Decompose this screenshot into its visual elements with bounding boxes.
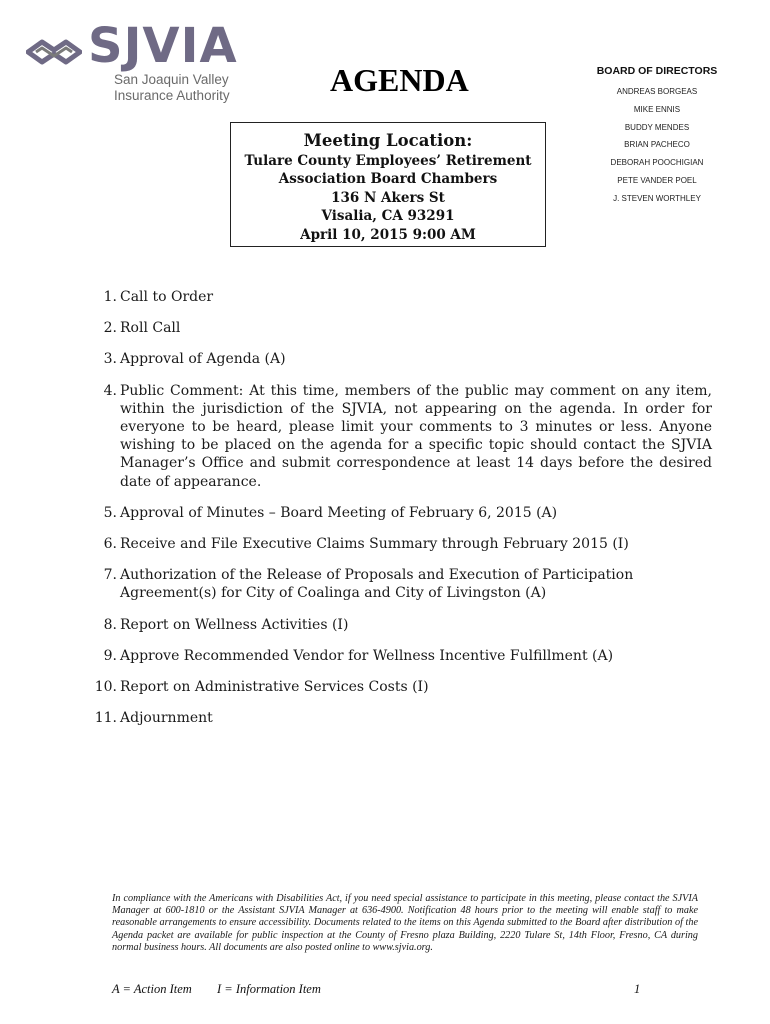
agenda-item — [86, 616, 712, 634]
logo-subtitle-line2: Insurance Authority — [114, 88, 230, 103]
agenda-item-number: 11. — [94, 710, 117, 727]
page-title: AGENDA — [330, 62, 469, 98]
agenda-item-text: Public Comment: At this time, members of the public may comment on any item, within the jurisdiction of the SJVIA, not appearing on the agenda. In order for everyone to be heard, please limit your comments to 3 minutes or less. Anyone wishing to be placed on the agenda for a specific topic should contact the SJVIA Manager’s Office and submit correspondence at least 14 days before the desired date of appearance. — [120, 382, 712, 490]
agenda-item — [86, 350, 712, 368]
agenda-item-text: Authorization of the Release of Proposals and Execution of Participation Agreement(s) for City of Coalinga and City of Livingston (A) — [120, 567, 634, 602]
ada-compliance-notice: In compliance with the Americans with Disabilities Act, if you need special assistance to participate in this meeting, please contact the SJVIA Manager at 600-1810 or the Assistant SJVIA Manager at 636-4900. Notification 48 hours prior to the meeting will enable staff to make reasonable arrangements to ensure accessibility. Documents related to the items on this Agenda submitted to the Board after distribution of the Agenda packet are available for public inspection at the County of Fresno plaza Building, 2220 Tulare St, 14th Floor, Fresno, CA during normal business hours. All documents are also posted online to www.sjvia.org. — [112, 893, 698, 953]
board-member: J. STEVEN WORTHLEY — [613, 193, 701, 203]
wave-logo-icon — [26, 32, 82, 72]
agenda-item-number: 2. — [103, 320, 117, 337]
agenda-item — [86, 678, 712, 696]
meeting-venue-line2: Association Board Chambers — [278, 171, 498, 188]
agenda-item — [86, 382, 712, 491]
board-member-list — [590, 83, 724, 208]
logo-wordmark: SJVIA — [88, 18, 238, 74]
agenda-item — [86, 647, 712, 665]
agenda-item-number: 6. — [103, 536, 117, 553]
board-member: PETE VANDER POEL — [617, 175, 697, 185]
board-member: MIKE ENNIS — [633, 104, 681, 114]
meeting-street-address: 136 N Akers St — [331, 189, 445, 206]
agenda-item-number: 8. — [103, 616, 117, 633]
agenda-item-text: Approval of Minutes – Board Meeting of February 6, 2015 (A) — [120, 504, 558, 521]
board-member: DEBORAH POOCHIGIAN — [610, 158, 704, 168]
page-number: 1 — [634, 982, 641, 996]
board-member: BUDDY MENDES — [624, 122, 690, 132]
agenda-item-text: Approve Recommended Vendor for Wellness Incentive Fulfillment (A) — [120, 647, 614, 664]
agenda-item-text: Report on Wellness Activities (I) — [120, 616, 349, 633]
agenda-item — [86, 288, 712, 306]
agenda-item-number: 9. — [103, 647, 117, 664]
board-member: BRIAN PACHECO — [624, 140, 690, 150]
information-item-legend: I = Information Item — [216, 982, 321, 996]
agenda-item-text: Roll Call — [120, 320, 181, 337]
agenda-item — [86, 566, 712, 602]
meeting-city-state-zip: Visalia, CA 93291 — [321, 208, 455, 225]
logo-subtitle-line1: San Joaquin Valley — [114, 72, 229, 87]
agenda-item-list — [86, 288, 712, 740]
item-type-legend — [112, 982, 321, 997]
agenda-item-text: Approval of Agenda (A) — [120, 351, 286, 368]
agenda-item — [86, 319, 712, 337]
agenda-item-number: 4. — [103, 382, 117, 399]
agenda-item-number: 5. — [103, 504, 117, 521]
meeting-venue-line1: Tulare County Employees’ Retirement — [244, 153, 532, 169]
agenda-item-number: 10. — [94, 679, 117, 696]
agenda-item — [86, 535, 712, 553]
agenda-item-text: Call to Order — [120, 289, 214, 305]
meeting-location-heading: Meeting Location: — [303, 131, 473, 150]
logo-subtitle — [114, 72, 230, 104]
agenda-item — [86, 504, 712, 522]
organization-logo — [26, 18, 276, 108]
agenda-item — [86, 709, 712, 727]
agenda-item-text: Receive and File Executive Claims Summary through February 2015 (I) — [120, 536, 629, 553]
action-item-legend: A = Action Item — [112, 982, 192, 996]
agenda-item-text: Adjournment — [120, 710, 213, 727]
board-heading: BOARD OF DIRECTORS — [596, 65, 718, 77]
meeting-location-box — [230, 122, 546, 247]
agenda-item-number: 7. — [103, 567, 117, 584]
board-member: ANDREAS BORGEAS — [616, 87, 698, 96]
meeting-date-time: April 10, 2015 9:00 AM — [300, 226, 476, 243]
agenda-item-text: Report on Administrative Services Costs (I) — [120, 679, 429, 696]
agenda-item-number: 1. — [103, 289, 117, 305]
board-of-directors — [590, 64, 724, 208]
agenda-item-number: 3. — [103, 351, 117, 368]
